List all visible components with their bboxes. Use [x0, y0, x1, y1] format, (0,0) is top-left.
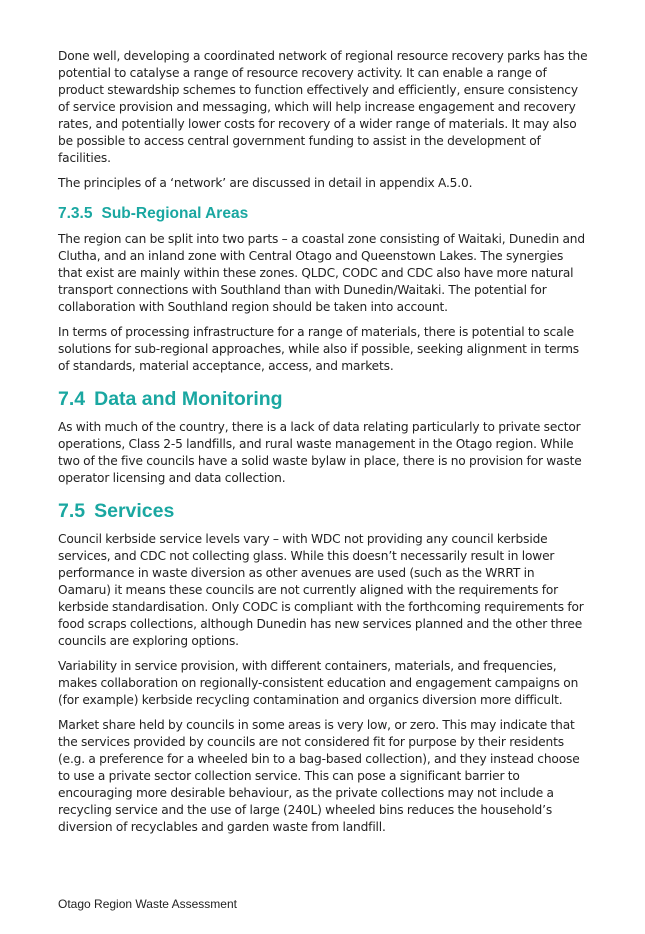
services-paragraph-3: Market share held by councils in some areas is very low, or zero. This may indicate that the services provided by councils are not considered fit for purpose by their residents (e.g. a preference for a wheeled bin to a bag-based collection), and they instead choose to use a private sector collection service. This can pose a significant barrier to encouraging more desirable behaviour, as the private collections may not include a recycling service and the use of large (240L) wheeled bins reduces the household’s diversion of recyclables and garden waste from landfill.: [58, 718, 580, 834]
document-page: [58, 48, 588, 844]
section-title: Data and Monitoring: [94, 388, 283, 410]
section-title: Sub-Regional Areas: [101, 205, 249, 222]
services-paragraph-2: Variability in service provision, with different containers, materials, and frequencies, makes collaboration on regionally-consistent education and engagement campaigns on (for example) kerbside recycling contamination and organics diversion more difficult.: [58, 659, 579, 707]
section-number: 7.4: [58, 388, 86, 410]
intro-paragraph-2: The principles of a ‘network’ are discussed in detail in appendix A.5.0.: [58, 176, 473, 190]
services-paragraph-1: Council kerbside service levels vary – with WDC not providing any council kerbside services, and CDC not collecting glass. While this doesn’t necessarily result in lower performance in waste diversion as other avenues are used (such as the WRRT in Oamaru) it means these councils are not currently aligned with the requirements for kerbside standardisation. Only CODC is compliant with the forthcoming requirements for food scraps collections, although Dunedin has new services planned and the other three councils are exploring options.: [58, 532, 584, 648]
section-heading-7-5: [58, 499, 588, 523]
section-heading-7-4: [58, 387, 588, 411]
section-heading-7-3-5: [58, 204, 588, 223]
intro-paragraph-1: Done well, developing a coordinated network of regional resource recovery parks has the potential to catalyse a range of resource recovery activity. It can enable a range of product stewardship schemes to function effectively and efficiently, ensure consistency of service provision and messaging, which will help increase engagement and recovery rates, and potentially lower costs for recovery of a wider range of materials. It may also be possible to access central government funding to assist in the development of facilities.: [58, 49, 588, 165]
section-number: 7.5: [58, 500, 86, 522]
section-number: 7.3.5: [58, 205, 93, 222]
sub-regional-paragraph-1: The region can be split into two parts – a coastal zone consisting of Waitaki, Dunedin and Clutha, and an inland zone with Central Otago and Queenstown Lakes. The synergies that exist are mainly within these zones. QLDC, CODC and CDC also have more natural transport connections with Southland than with Dunedin/Waitaki. The potential for collaboration with Southland region should be taken into account.: [58, 232, 585, 314]
data-monitoring-paragraph-1: As with much of the country, there is a lack of data relating particularly to private sector operations, Class 2-5 landfills, and rural waste management in the Otago region. While two of the five councils have a solid waste bylaw in place, there is no provision for waste operator licensing and data collection.: [58, 420, 582, 485]
sub-regional-paragraph-2: In terms of processing infrastructure for a range of materials, there is potential to scale solutions for sub-regional approaches, while also if possible, seeking alignment in terms of standards, material acceptance, access, and markets.: [58, 325, 579, 373]
page-footer: Otago Region Waste Assessment: [58, 897, 237, 911]
section-title: Services: [94, 500, 175, 522]
